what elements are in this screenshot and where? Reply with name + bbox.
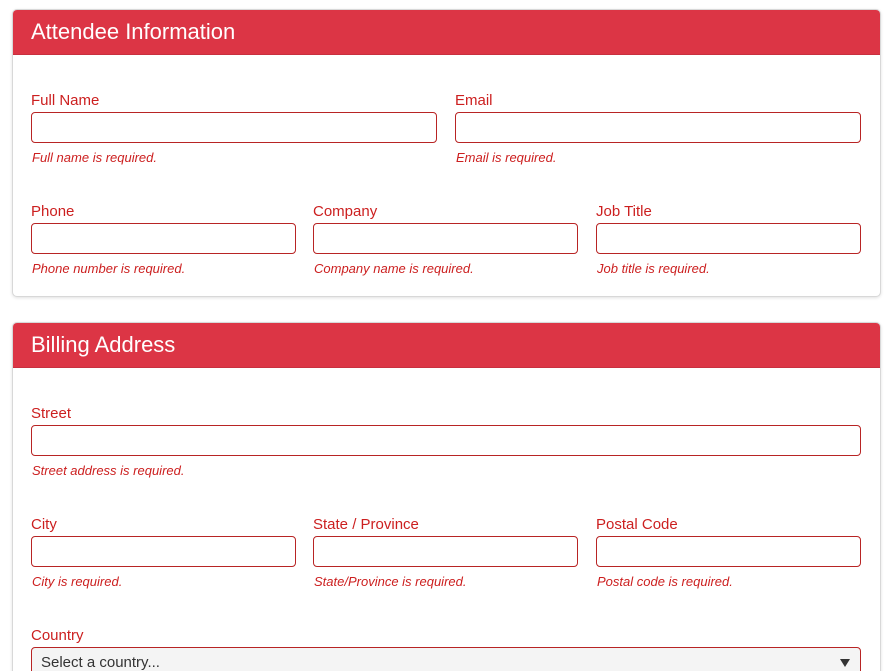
state-province-field xyxy=(313,516,578,596)
state-province-error: State/Province is required. xyxy=(314,574,467,589)
postal-code-field xyxy=(596,516,861,596)
country-label: Country xyxy=(31,627,84,644)
attendee-information-header: Attendee Information xyxy=(13,10,880,55)
email-label: Email xyxy=(455,92,493,109)
full-name-error: Full name is required. xyxy=(32,150,157,165)
phone-error: Phone number is required. xyxy=(32,261,186,276)
email-field xyxy=(455,92,861,172)
city-input[interactable] xyxy=(31,536,296,567)
country-select[interactable] xyxy=(31,647,861,671)
postal-code-input[interactable] xyxy=(596,536,861,567)
phone-label: Phone xyxy=(31,203,75,220)
full-name-input[interactable] xyxy=(31,112,437,143)
country-select-value: Select a country... xyxy=(41,654,160,671)
email-input[interactable] xyxy=(455,112,861,143)
job-title-error: Job title is required. xyxy=(597,261,710,276)
job-title-input[interactable] xyxy=(596,223,861,254)
phone-field xyxy=(31,203,296,283)
country-field xyxy=(31,627,861,671)
street-label: Street xyxy=(31,405,72,422)
street-field xyxy=(31,405,861,485)
postal-code-label: Postal Code xyxy=(596,516,678,533)
city-field xyxy=(31,516,296,596)
billing-address-header: Billing Address xyxy=(13,323,880,368)
company-label: Company xyxy=(313,203,378,220)
email-error: Email is required. xyxy=(456,150,557,165)
city-label: City xyxy=(31,516,57,533)
postal-code-error: Postal code is required. xyxy=(597,574,733,589)
attendee-information-card xyxy=(12,9,881,297)
company-input[interactable] xyxy=(313,223,578,254)
chevron-down-icon xyxy=(840,659,850,667)
job-title-field xyxy=(596,203,861,283)
full-name-field xyxy=(31,92,437,172)
billing-address-card xyxy=(12,322,881,671)
company-field xyxy=(313,203,578,283)
job-title-label: Job Title xyxy=(596,203,652,220)
phone-input[interactable] xyxy=(31,223,296,254)
full-name-label: Full Name xyxy=(31,92,100,109)
street-error: Street address is required. xyxy=(32,463,185,478)
state-province-input[interactable] xyxy=(313,536,578,567)
street-input[interactable] xyxy=(31,425,861,456)
state-province-label: State / Province xyxy=(313,516,419,533)
company-error: Company name is required. xyxy=(314,261,474,276)
city-error: City is required. xyxy=(32,574,123,589)
